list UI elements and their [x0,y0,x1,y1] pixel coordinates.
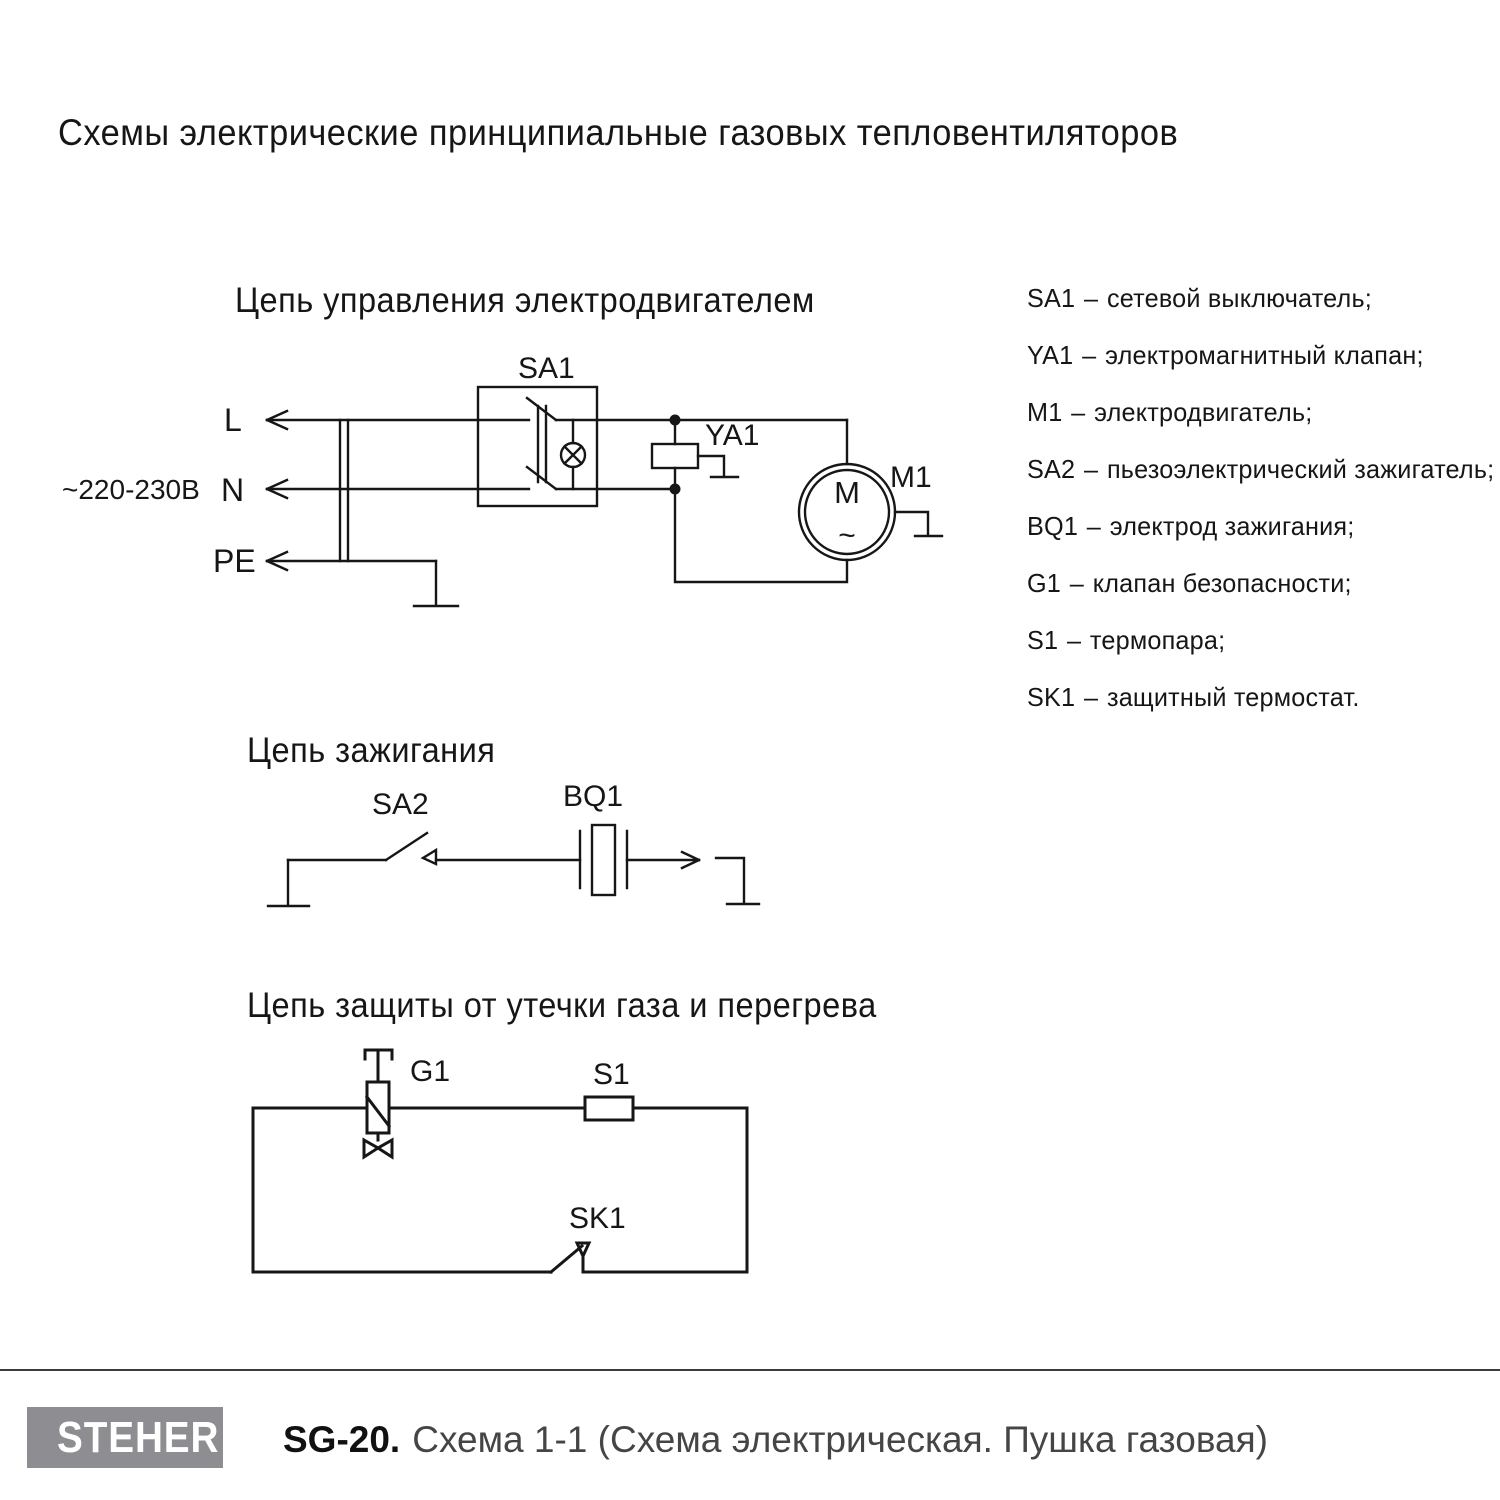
ya1-label: YA1 [705,419,760,452]
ground-symbol [268,860,309,906]
indicator-lamp-icon [561,420,585,489]
sa2-label: SA2 [372,788,429,821]
model-number: SG-20. [283,1419,401,1460]
ground-symbol [716,858,759,904]
ignition-circuit [268,780,759,906]
legend-desc: клапан безопасности; [1092,568,1352,598]
legend-desc: электрод зажигания; [1109,511,1355,541]
bq1-piezo-electrode-symbol [580,825,627,895]
g1-label: G1 [410,1055,451,1088]
page-title: Схемы электрические принципиальные газовых тепловентиляторов [58,112,1179,153]
supply-arrows [267,411,847,570]
supply-voltage-label: ~220-230В [62,474,200,505]
legend-desc: защитный термостат. [1106,682,1360,712]
legend-separator: – [1069,568,1085,598]
s1-thermocouple-symbol [585,1097,633,1120]
legend-separator: – [1071,397,1086,427]
legend-code: S1 [1027,625,1059,655]
footer-caption [283,1419,1268,1461]
line-l-label: L [224,402,242,438]
legend-desc: электродвигатель; [1094,397,1313,427]
legend-desc: термопара; [1089,625,1226,655]
legend-code: SA2 [1027,454,1076,484]
legend-separator: – [1083,454,1099,484]
legend-item-sk1 [1027,683,1473,711]
legend-desc: электромагнитный клапан; [1105,340,1424,370]
legend-item-bq1 [1027,512,1473,540]
component-legend [1027,283,1495,740]
sk1-label: SK1 [569,1202,626,1235]
ignition-circuit-title: Цепь зажигания [247,731,496,770]
legend-item-s1 [1027,626,1473,654]
s1-label: S1 [593,1058,630,1091]
legend-item-m1 [1027,398,1473,426]
protection-circuit-title: Цепь защиты от утечки газа и перегрева [247,986,877,1025]
ground-symbol [698,456,738,477]
legend-code: YA1 [1027,340,1074,370]
legend-separator: – [1082,340,1097,370]
caption-text: Схема 1-1 (Схема электрическая. Пушка газовая) [412,1419,1268,1460]
sa2-switch-symbol [386,833,436,864]
protection-circuit [253,1050,747,1272]
brand-logo [27,1407,223,1468]
line-pe-label: PE [213,543,256,579]
spark-arrow [627,852,699,868]
legend-item-sa2 [1027,454,1495,484]
motor-letter: M [834,475,860,510]
legend-desc: пьезоэлектрический зажигатель; [1106,454,1495,484]
legend-code: SA1 [1027,283,1076,313]
pe-ground-symbol [414,561,458,606]
legend-code: G1 [1027,568,1062,598]
legend-desc: сетевой выключатель; [1106,283,1373,313]
motor-control-circuit [62,352,942,606]
legend-code: SK1 [1027,682,1076,712]
line-n-label: N [221,472,245,508]
legend-code: BQ1 [1027,511,1079,541]
legend-separator: – [1083,283,1099,313]
footer-divider [0,1369,1500,1371]
legend-item-sa1 [1027,284,1473,312]
ground-symbol [895,512,942,536]
g1-safety-valve-symbol [364,1050,392,1157]
legend-separator: – [1086,511,1102,541]
sa1-label: SA1 [518,352,575,385]
legend-separator: – [1066,625,1082,655]
bq1-label: BQ1 [563,780,624,813]
legend-item-g1 [1027,569,1473,597]
legend-separator: – [1083,682,1099,712]
legend-item-ya1 [1027,341,1473,369]
motor-ac-symbol: ~ [838,519,856,552]
brand-name: STEHER [57,1412,220,1462]
m1-label: M1 [890,461,932,494]
sk1-thermostat-symbol [551,1243,589,1272]
valve-bowtie-icon [364,1140,392,1157]
legend-code: M1 [1027,397,1063,427]
motor-control-circuit-title: Цепь управления электродвигателем [235,281,815,320]
